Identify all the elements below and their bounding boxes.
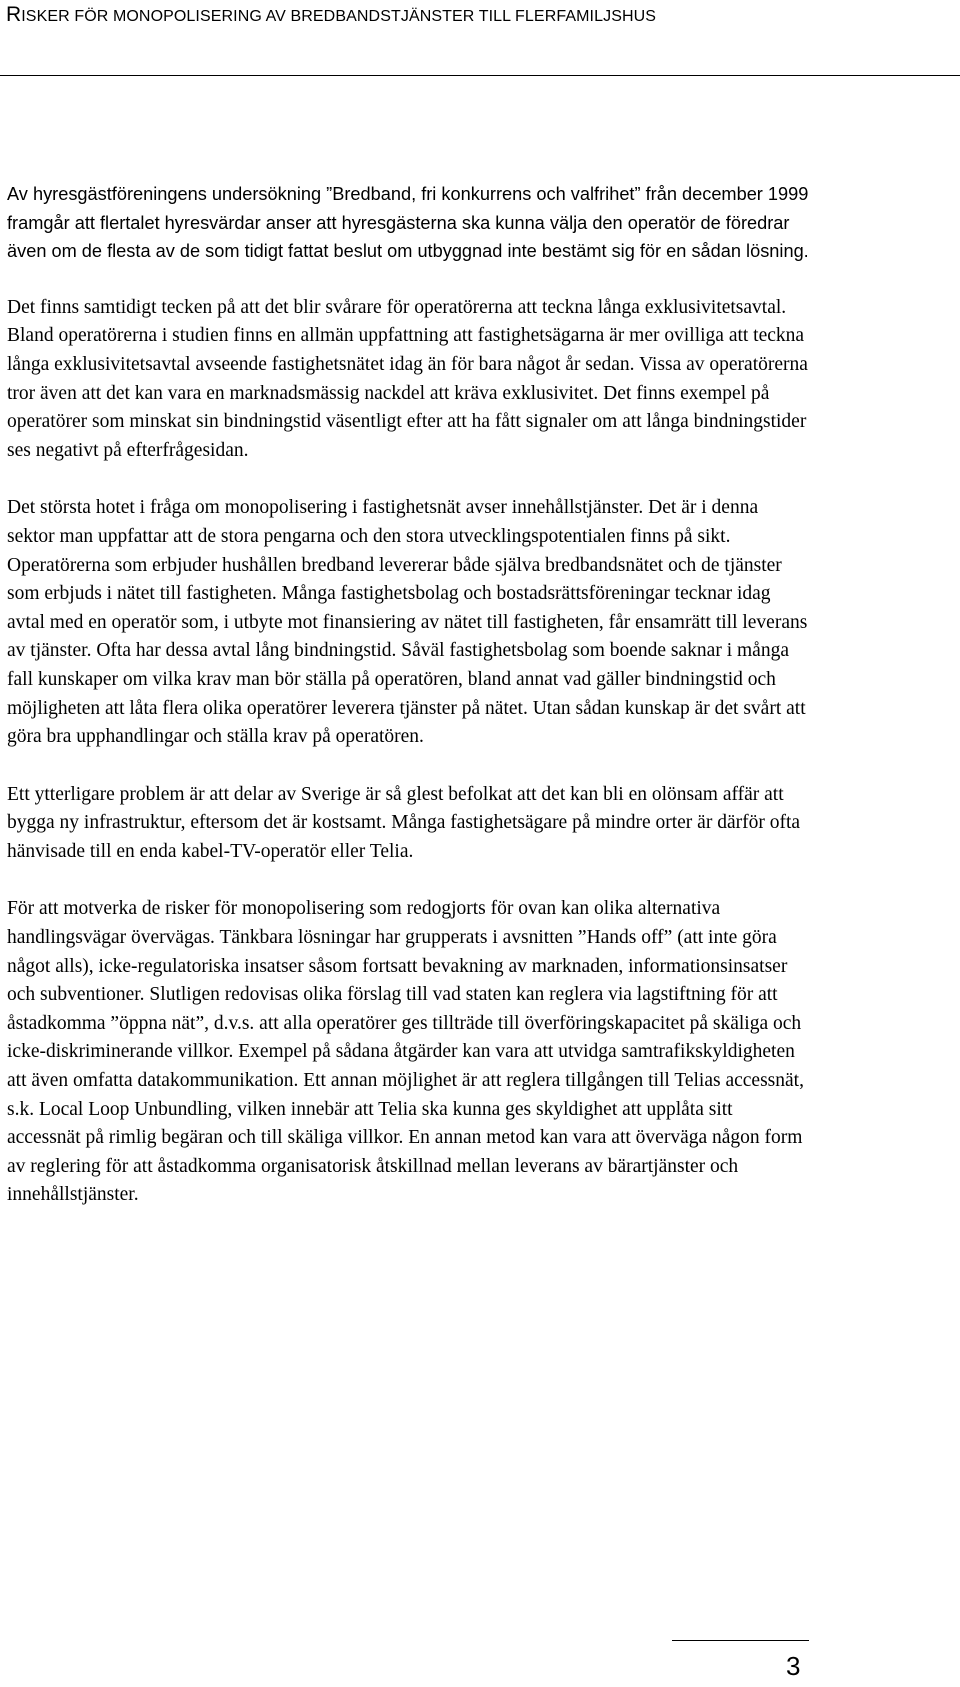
running-header-text: ISKER FÖR MONOPOLISERING AV BREDBANDSTJÄNSTER TILL FLERFAMILJSHUS xyxy=(21,8,657,25)
header-divider xyxy=(0,75,960,76)
footer-divider xyxy=(672,1640,809,1641)
main-body xyxy=(7,180,809,1239)
paragraph-1: Av hyresgästföreningens undersökning ”Bredband, fri konkurrens och valfrihet” från december 1999 framgår att flertalet hyresvärdar anser att hyresgästerna ska kunna välja den operatör de föredrar även om de flesta av de som tidigt fattat beslut om utbyggnad inte bestämt sig för en sådan lösning. xyxy=(7,184,809,262)
running-header-initial: R xyxy=(6,3,22,26)
paragraph-5: För att motverka de risker för monopolisering som redogjorts för ovan kan olika alternativa handlingsvägar övervägas. Tänkbara lösningar har grupperats i avsnitten ”Hands off” (att inte göra något alls), icke-regulatoriska insatser såsom fortsatt bevakning av marknaden, informationsinsatser och subventioner. Slutligen redovisas olika förslag till vad staten kan reglera via lagstiftning för att åstadkomma ”öppna nät”, d.v.s. att alla operatörer ges tillträde till överföringskapacitet på skäliga och icke-diskriminerande villkor. Exempel på sådana åtgärder kan vara att utvidga samtrafikskyldigheten att även omfatta datakommunikation. Ett annan möjlighet är att reglera tillgången till Telias accessnät, s.k. Local Loop Unbundling, vilken innebär att Telia ska kunna ges skyldighet att upplåta sitt accessnät på rimlig begäran och till skäliga villkor. En annan metod kan vara att överväga någon form av reglering för att åstadkomma organisatorisk åtskillnad mellan leverans av bärartjänster och innehållstjänster. xyxy=(7,898,804,1206)
running-header xyxy=(6,2,954,30)
paragraph-3: Det största hotet i fråga om monopolisering i fastighetsnät avser innehållstjänster. Det är i denna sektor man uppfattar att de stora pengarna och den stora utvecklingspotentialen finns på sikt. Operatörerna som erbjuder hushållen bredband levererar både själva bredbandsnätet och de tjänster som erbjuds i nätet till fastigheten. Många fastighetsbolag och bostadsrättsföreningar tecknar idag avtal med en operatör som, i utbyte mot finansiering av nätet till fastigheten, får ensamrätt till leverans av tjänster. Ofta har dessa avtal lång bindningstid. Såväl fastighetsbolag som boende saknar i många fall kunskaper om vilka krav man bör ställa på operatören, bland annat vad gäller bindningstid och möjligheten att låta flera olika operatörer leverera tjänster på nätet. Utan sådan kunskap är det svårt att göra bra upphandlingar och ställa krav på operatören. xyxy=(7,497,808,748)
paragraph-2: Det finns samtidigt tecken på att det blir svårare för operatörerna att teckna långa exklusivitetsavtal. Bland operatörerna i studien finns en allmän uppfattning att fastighetsägarna är mer ovilliga att teckna långa exklusivitetsavtal avseende fastighetsnätet idag än för bara något år sedan. Vissa av operatörerna tror även att det kan vara en marknadsmässig nackdel att kräva exklusivitet. Det finns exempel på operatörer som minskat sin bindningstid väsentligt efter att ha fått signaler om att långa bindningstider ses negativt på efterfrågesidan. xyxy=(7,296,808,461)
paragraph-4: Ett ytterligare problem är att delar av Sverige är så glest befolkat att det kan bli en olönsam affär att bygga ny infrastruktur, eftersom det är kostsamt. Många fastighetsägare på mindre orter är därför ofta hänvisade till en enda kabel-TV-operatör eller Telia. xyxy=(7,783,801,862)
page-number: 3 xyxy=(786,1651,801,1681)
